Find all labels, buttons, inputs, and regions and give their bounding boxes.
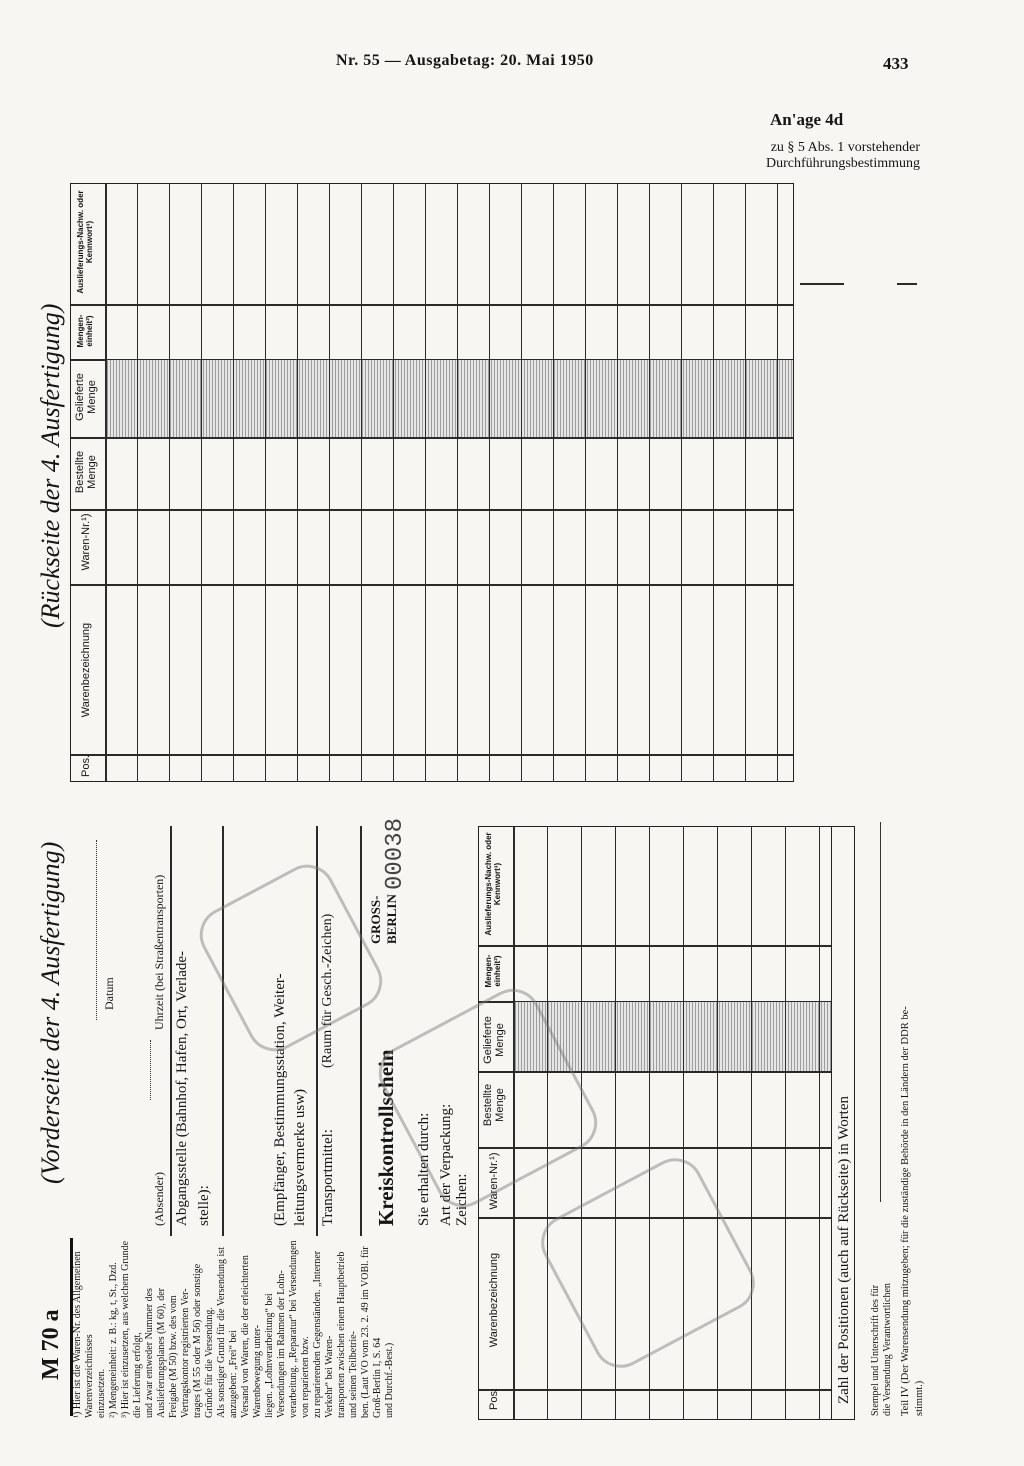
footnotes: ¹) Hier ist die Waren-Nr. des Allgemeinen Warenverzeichnisses einzusetzen. ²) Mengeneinheit: z. B.: kg, t, St., Dzd. ³) Hier ist einzusetzen, aus welchem Grunde die Lieferung erfolgt, und zwar entweder Nummer des Auslieferungsplanes (M 60), der Freigabe (M 50) bzw. des vom Vertragskontor registrierten Ver- trages (M 55 oder M 56) oder sonstige Gründe für die Versendung. Als sonstiger Grund für die Versendung ist anzugeben: „Frei“ bei Versand von Waren, die der erleichterten Warenbewegung unter- liegen. „Lohnverarbeitung“ bei Versendungen im Rahmen der Lohn- verarbeitung. „Reparatur“ bei Versendungen von reparierten bzw. zu reparierenden Gegenständen. „Interner Verkehr“ bei Waren- transporten zwischen einem Hauptbetrieb und seinen Teilbetrie- ben. (Laut VO vom 23. 2. 49 im VOBl. für Groß-Berlin I, S. 64 und Durchf.-Best.)	[72, 1240, 395, 1418]
form-id: M 70 a	[38, 1309, 64, 1380]
teil-iv-note: Teil IV (Der Warensendung mitzugeben; für die zuständige Behörde in den Ländern der DDR be-	[900, 1006, 911, 1416]
page-header: Nr. 55 — Ausgabetag: 20. Mai 1950	[336, 52, 594, 69]
front-col-gelieferte: Gelieferte Menge	[482, 1016, 506, 1064]
transportmittel-label: Transportmittel:	[320, 1129, 336, 1226]
front-col-warennr: Waren-Nr.¹)	[488, 1152, 500, 1210]
signature-line	[880, 822, 881, 1202]
front-col-bestellte: Bestellte Menge	[482, 1083, 506, 1127]
back-col-mengeneinheit: Mengen-einheit²)	[76, 314, 94, 348]
back-col-bestellte: Bestellte Menge	[74, 450, 98, 494]
back-col-auslieferung: Auslieferungs-Nachw. oder Kennwort³)	[76, 190, 94, 294]
berlin-label: BERLIN	[384, 894, 399, 944]
kreiskontrollschein-title: Kreiskontrollschein	[374, 1049, 398, 1226]
rule	[170, 826, 172, 1236]
datum-label: Datum	[102, 977, 116, 1010]
back-col-pos: Pos.	[80, 755, 92, 778]
empfaenger-label-2: leitungsvermerke usw)	[292, 1088, 308, 1226]
dash-line	[897, 283, 917, 285]
gross-label: GROSS-	[368, 895, 383, 944]
abgangsstelle-label-2: stelle):	[196, 1185, 212, 1226]
uhrzeit-line	[150, 1040, 151, 1100]
front-col-warenbezeichnung: Warenbezeichnung	[488, 1252, 500, 1348]
back-col-warennr: Waren-Nr.¹)	[80, 513, 92, 571]
dash-line	[800, 283, 844, 285]
teil-iv-note-2: stimmt.)	[914, 1380, 925, 1416]
zahl-label: Zahl der Positionen (auch auf Rückseite) in Worten	[836, 1095, 852, 1404]
absender-label: (Absender)	[152, 1172, 166, 1226]
empfaenger-label: (Empfänger, Bestimmungsstation, Weiter-	[272, 973, 288, 1226]
front-col-pos: Pos.	[488, 1388, 500, 1411]
back-col-warenbezeichnung: Warenbezeichnung	[80, 622, 92, 718]
back-table	[70, 183, 794, 782]
erhalten-label: Sie erhalten durch:	[416, 1112, 432, 1226]
back-col-gelieferte: Gelieferte Menge	[74, 373, 98, 421]
stamp-mark	[190, 855, 392, 1061]
front-col-auslieferung: Auslieferungs-Nachw. oder Kennwort³)	[484, 832, 502, 936]
back-title: (Rückseite der 4. Ausfertigung)	[36, 303, 65, 628]
abgangsstelle-label: Abgangsstelle (Bahnhof, Hafen, Ort, Verlade-	[174, 950, 190, 1226]
datum-line	[96, 840, 97, 1020]
front-title: (Vorderseite der 4. Ausfertigung)	[36, 841, 65, 1184]
stempel-label: Stempel und Unterschrift des für	[870, 1284, 881, 1416]
rule	[360, 826, 362, 1236]
uhrzeit-label: Uhrzeit (bei Straßentransporten)	[152, 874, 166, 1030]
zeichen-label: Zeichen:	[454, 1173, 470, 1226]
raum-label: (Raum für Gesch.-Zeichen)	[320, 913, 335, 1068]
stempel-label-2: die Versendung Verantwortlichen	[882, 1283, 893, 1416]
front-col-mengeneinheit: Mengen-einheit²)	[484, 954, 502, 988]
annex-title: An'age 4d	[770, 110, 844, 129]
serial-number: 00038	[382, 817, 409, 890]
page-number: 433	[883, 54, 909, 73]
art-label: Art der Verpackung:	[438, 1103, 454, 1226]
rule	[222, 826, 224, 1236]
annex-reference: zu § 5 Abs. 1 vorstehender Durchführungsbestimmung	[766, 140, 920, 171]
